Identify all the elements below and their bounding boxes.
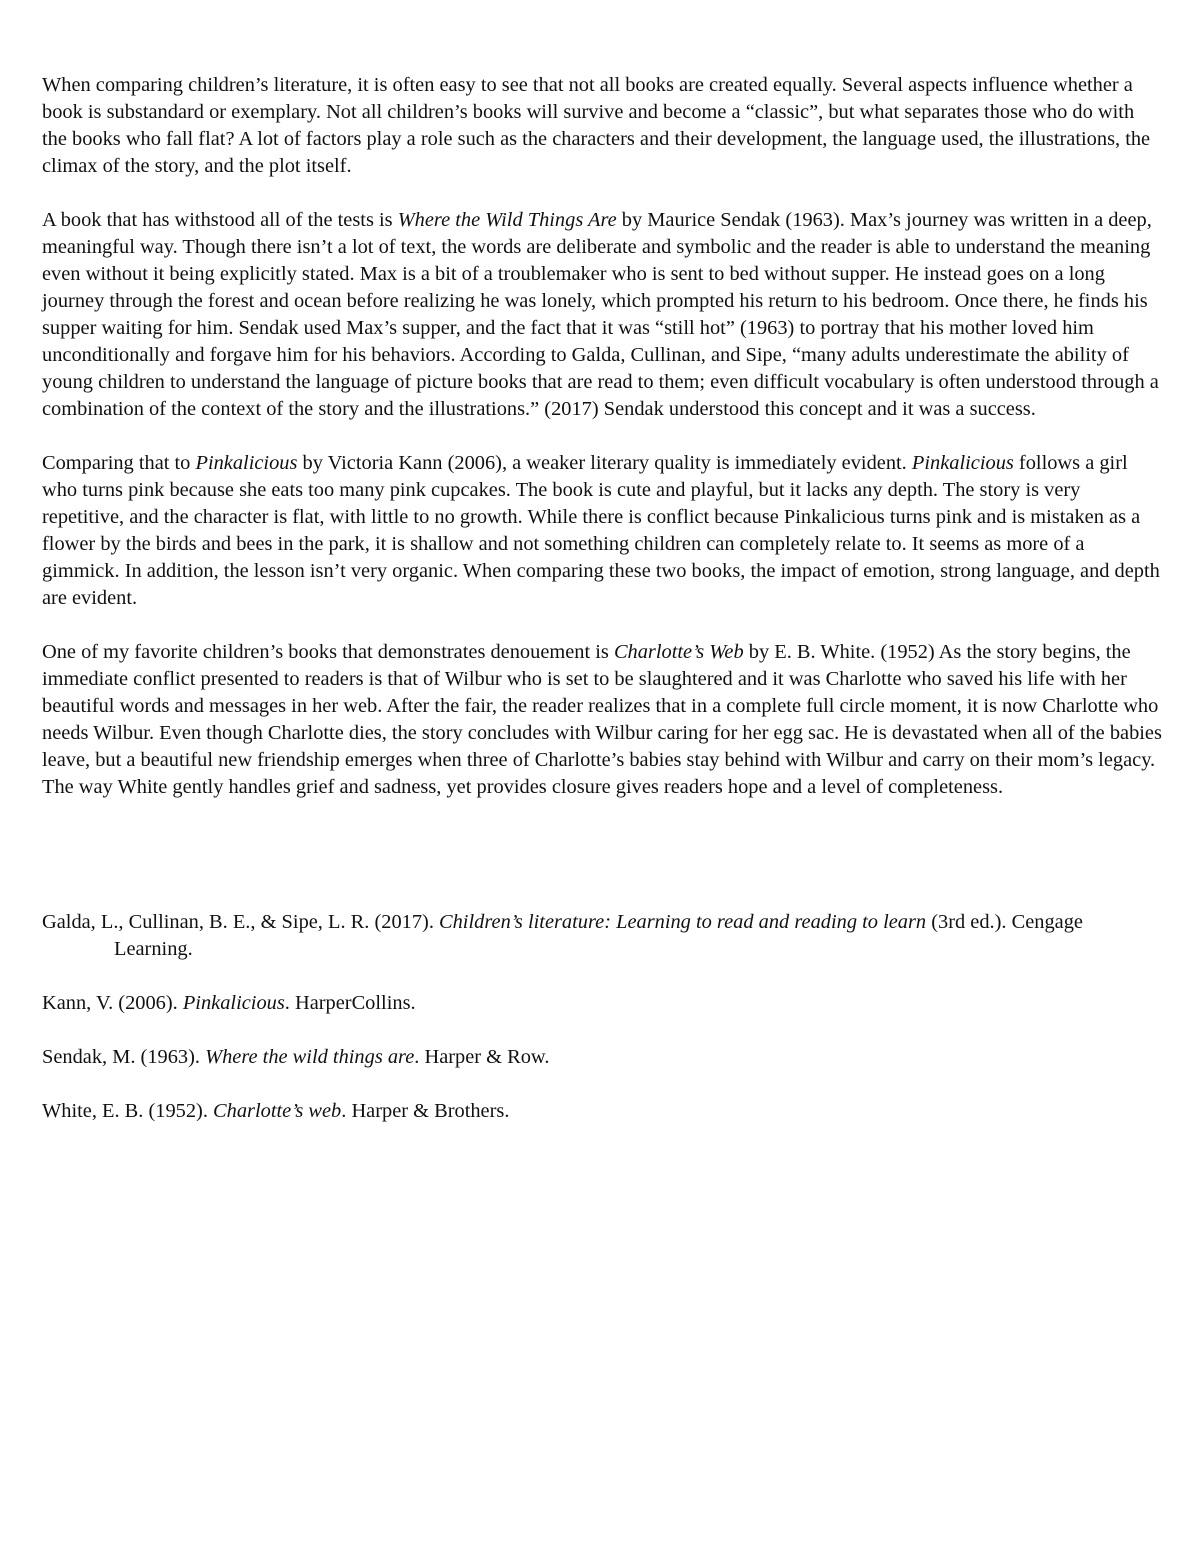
paragraph-text: One of my favorite children’s books that demonstrates denouement is bbox=[42, 641, 614, 663]
reference-entry bbox=[42, 1044, 1162, 1071]
paragraph-text: by E. B. White. (1952) As the story begins, the immediate conflict presented to readers is that of Wilbur who is set to be slaughtered and it was Charlotte who saved his life with her beautiful words and messages in her web. After the fair, the reader realizes that in a complete full circle moment, it is now Charlotte who needs Wilbur. Even though Charlotte dies, the story concludes with Wilbur caring for her egg sac. He is devastated when all of the babies leave, but a beautiful new friendship emerges when three of Charlotte’s babies stay behind with Wilbur and carry on their mom’s legacy. The way White gently handles grief and sadness, yet provides closure gives readers hope and a level of completeness. bbox=[42, 641, 1162, 798]
reference-list bbox=[42, 909, 1162, 1125]
reference-text: White, E. B. (1952). bbox=[42, 1100, 214, 1122]
paragraph-text: Comparing that to bbox=[42, 452, 196, 474]
book-title: Pinkalicious bbox=[195, 452, 298, 474]
paragraph-text: A book that has withstood all of the tests is bbox=[42, 209, 398, 231]
reference-title: Charlotte’s web bbox=[213, 1100, 342, 1122]
book-title: Charlotte’s Web bbox=[613, 641, 744, 663]
document-page bbox=[42, 72, 1162, 1152]
reference-text: . HarperCollins. bbox=[284, 992, 416, 1014]
reference-entry bbox=[42, 990, 1162, 1017]
reference-title: Where the wild things are bbox=[205, 1046, 415, 1068]
reference-text: Kann, V. (2006). bbox=[42, 992, 183, 1014]
reference-title: Pinkalicious bbox=[182, 992, 285, 1014]
paragraph-intro bbox=[42, 72, 1162, 180]
paragraph-text: When comparing children’s literature, it is often easy to see that not all books are created equally. Several aspects influence whether a book is substandard or exemplary. Not all children’s books will survive and become a “classic”, but what separates those who do with the books who fall flat? A lot of factors play a role such as the characters and their development, the language used, the illustrations, the climax of the story, and the plot itself. bbox=[42, 74, 1151, 177]
reference-text: Sendak, M. (1963). bbox=[42, 1046, 206, 1068]
paragraph-text: by Victoria Kann (2006), a weaker literary quality is immediately evident. bbox=[297, 452, 912, 474]
paragraph-text: by Maurice Sendak (1963). Max’s journey was written in a deep, meaningful way. Though there isn’t a lot of text, the words are deliberate and symbolic and the reader is able to understand the meaning even without it being explicitly stated. Max is a bit of a troublemaker who is sent to bed without supper. He instead goes on a long journey through the forest and ocean before realizing he was lonely, which prompted his return to his bedroom. Once there, he finds his supper waiting for him. Sendak used Max’s supper, and the fact that it was “still hot” (1963) to portray that his mother loved him unconditionally and forgave him for his behaviors. According to Galda, Cullinan, and Sipe, “many adults underestimate the ability of young children to understand the language of picture books that are read to them; even difficult vocabulary is often understood through a combination of the context of the story and the illustrations.” (2017) Sendak understood this concept and it was a success. bbox=[42, 209, 1159, 420]
paragraph-wild-things bbox=[42, 207, 1162, 423]
reference-entry bbox=[42, 909, 1162, 963]
reference-entry bbox=[42, 1098, 1162, 1125]
book-title: Where the Wild Things Are bbox=[397, 209, 617, 231]
reference-text: . Harper & Brothers. bbox=[341, 1100, 510, 1122]
reference-text: (3rd ed.). Cengage Learning. bbox=[114, 911, 1083, 960]
paragraph-charlottes-web bbox=[42, 639, 1162, 801]
paragraph-pinkalicious bbox=[42, 450, 1162, 612]
book-title: Pinkalicious bbox=[911, 452, 1014, 474]
reference-title: Children’s literature: Learning to read and reading to learn bbox=[439, 911, 927, 933]
reference-text: Galda, L., Cullinan, B. E., & Sipe, L. R. (2017). bbox=[42, 911, 440, 933]
paragraph-text: follows a girl who turns pink because she eats too many pink cupcakes. The book is cute and playful, but it lacks any depth. The story is very repetitive, and the character is flat, with little to no growth. While there is conflict because Pinkalicious turns pink and is mistaken as a flower by the birds and bees in the park, it is shallow and not something children can completely relate to. It seems as more of a gimmick. In addition, the lesson isn’t very organic. When comparing these two books, the impact of emotion, strong language, and depth are evident. bbox=[42, 452, 1160, 609]
reference-text: . Harper & Row. bbox=[414, 1046, 550, 1068]
